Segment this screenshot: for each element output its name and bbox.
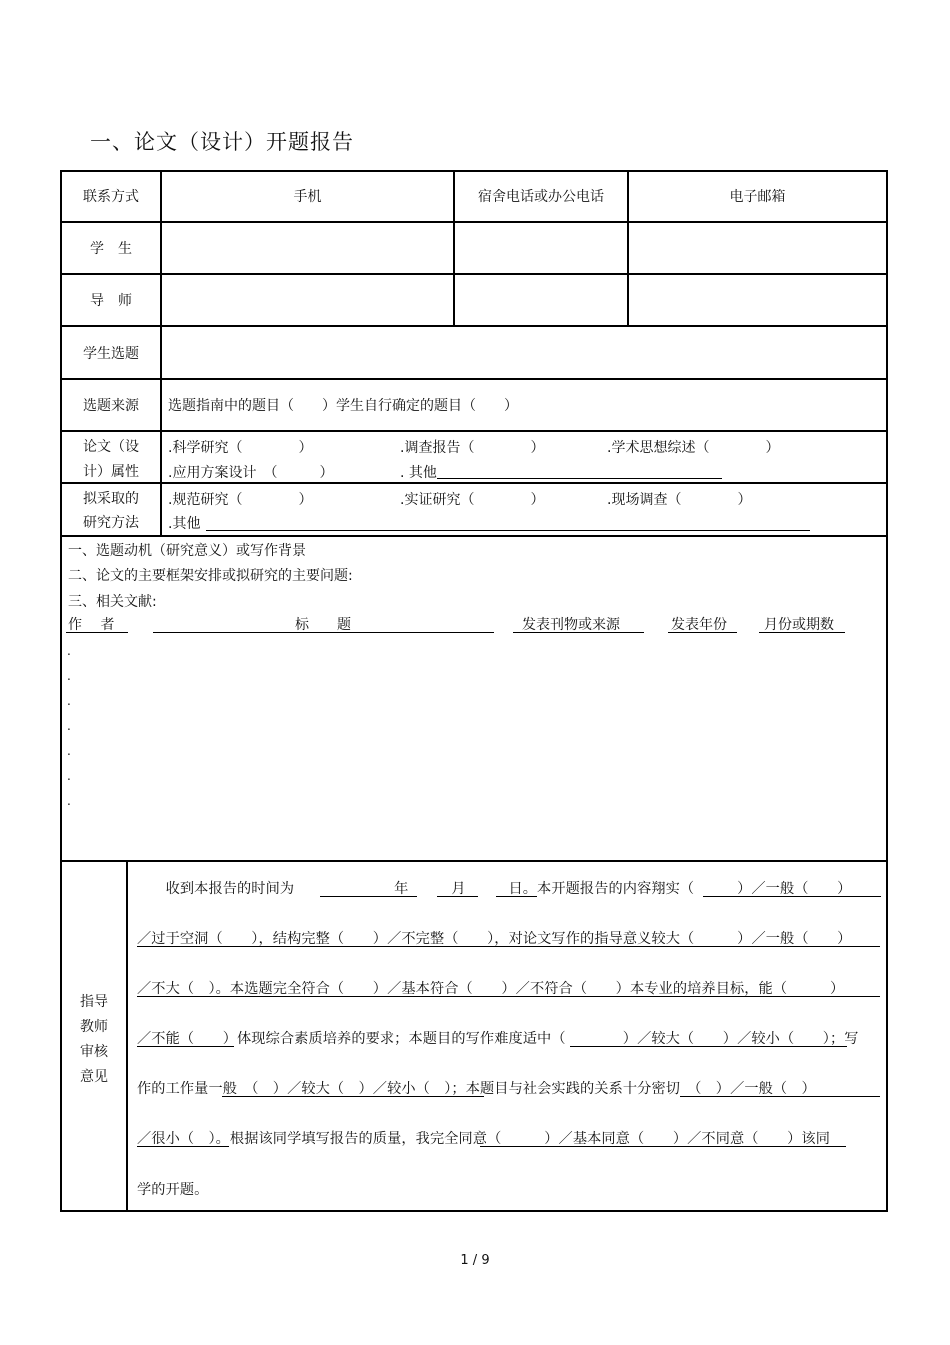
reference-bullet: . bbox=[67, 669, 71, 683]
attr-survey-option: .调查报告（ ） bbox=[400, 440, 545, 456]
review-paragraph-line: 学的开题。 bbox=[137, 1182, 209, 1198]
column-divider bbox=[126, 860, 128, 1212]
advisor-email-cell[interactable] bbox=[630, 276, 885, 324]
review-choice-underline[interactable] bbox=[222, 1096, 484, 1097]
contact-header: 联系方式 bbox=[83, 189, 139, 205]
review-label-4: 意见 bbox=[80, 1069, 108, 1085]
row-divider bbox=[60, 482, 888, 484]
date-month-blank[interactable] bbox=[437, 896, 478, 897]
review-choice-underline[interactable] bbox=[137, 996, 880, 997]
reference-bullet: . bbox=[67, 644, 71, 658]
col-journal-underline bbox=[513, 632, 644, 633]
col-journal: 发表刊物或来源 bbox=[522, 617, 620, 633]
review-paragraph-line: ／不能（ ）体现综合素质培养的要求；本题目的写作难度适中（ ）／较大（ ）／较小（ ）；写 bbox=[137, 1031, 859, 1047]
method-other-underline[interactable] bbox=[206, 530, 810, 531]
attr-other-option: . 其他 bbox=[400, 465, 437, 481]
review-choice-underline[interactable] bbox=[703, 896, 881, 897]
review-choice-underline[interactable] bbox=[137, 1046, 234, 1047]
reference-bullet: . bbox=[67, 694, 71, 708]
student-label: 学 生 bbox=[90, 241, 132, 257]
row-divider bbox=[60, 221, 888, 223]
col-author-underline bbox=[66, 632, 128, 633]
row-divider bbox=[60, 535, 888, 537]
review-paragraph-line: 收到本报告的时间为 年 月 日。本开题报告的内容翔实（ ）／一般（ ） bbox=[137, 881, 852, 897]
method-label-line2: 研究方法 bbox=[83, 515, 139, 531]
attr-applied-option: .应用方案设计 （ ） bbox=[168, 465, 334, 481]
review-paragraph-line: ／不大（ ）。本选题完全符合（ ）／基本符合（ ）／不符合（ ）本专业的培养目标，能（ ） bbox=[137, 981, 845, 997]
attr-other-underline[interactable] bbox=[437, 478, 722, 479]
col-author: 作 者 bbox=[68, 617, 115, 633]
attr-label-line1: 论文（设 bbox=[83, 439, 139, 455]
page-title: 一、论文（设计）开题报告 bbox=[90, 130, 354, 154]
mobile-header: 手机 bbox=[293, 189, 322, 205]
reference-bullet: . bbox=[67, 719, 71, 733]
advisor-mobile-cell[interactable] bbox=[163, 276, 451, 324]
col-issue: 月份或期数 bbox=[764, 617, 834, 633]
page-number: 1 / 9 bbox=[460, 1253, 490, 1268]
review-label-3: 审核 bbox=[80, 1044, 108, 1060]
review-label-1: 指导 bbox=[80, 994, 108, 1010]
review-choice-underline[interactable] bbox=[137, 946, 880, 947]
attr-label-line2: 计）属性 bbox=[83, 464, 139, 480]
student-email-cell[interactable] bbox=[630, 224, 885, 272]
method-label-line1: 拟采取的 bbox=[83, 491, 139, 507]
review-label-2: 教师 bbox=[80, 1019, 108, 1035]
attr-review-option: .学术思想综述（ ） bbox=[607, 440, 780, 456]
topic-cell[interactable] bbox=[163, 328, 885, 377]
reference-bullet: . bbox=[67, 769, 71, 783]
date-day-blank[interactable] bbox=[496, 896, 537, 897]
date-year-blank[interactable] bbox=[320, 896, 417, 897]
section-framework: 二、论文的主要框架安排或拟研究的主要问题: bbox=[68, 568, 353, 584]
dorm-phone-header: 宿舍电话或办公电话 bbox=[478, 189, 604, 205]
reference-bullet: . bbox=[67, 744, 71, 758]
advisor-label: 导 师 bbox=[90, 293, 132, 309]
source-label: 选题来源 bbox=[83, 398, 139, 414]
row-divider bbox=[60, 325, 888, 327]
student-mobile-cell[interactable] bbox=[163, 224, 451, 272]
review-paragraph-line: ／很小（ ）。根据该同学填写报告的质量，我完全同意（ ）／基本同意（ ）／不同意（ ）该同 bbox=[137, 1131, 830, 1147]
col-title-underline bbox=[153, 632, 494, 633]
method-norm-option: .规范研究（ ） bbox=[168, 492, 313, 508]
review-paragraph-line: 作的工作量一般 （ ）／较大（ ）／较小（ ）；本题目与社会实践的关系十分密切 （ ）／一般（ ） bbox=[137, 1081, 816, 1097]
row-divider bbox=[60, 860, 888, 862]
row-divider bbox=[60, 430, 888, 432]
advisor-phone-cell[interactable] bbox=[456, 276, 625, 324]
review-choice-underline[interactable] bbox=[480, 1146, 846, 1147]
student-phone-cell[interactable] bbox=[456, 224, 625, 272]
row-divider bbox=[60, 378, 888, 380]
review-paragraph-line: ／过于空洞（ ），结构完整（ ）／不完整（ ），对论文写作的指导意义较大（ ）／一般（ ） bbox=[137, 931, 852, 947]
col-year: 发表年份 bbox=[671, 617, 727, 633]
section-references: 三、相关文献: bbox=[68, 594, 157, 610]
col-title: 标 题 bbox=[295, 617, 351, 633]
reference-bullet: . bbox=[67, 794, 71, 808]
source-options: 选题指南中的题目（ ）学生自行确定的题目（ ） bbox=[168, 398, 518, 414]
review-choice-underline[interactable] bbox=[570, 1046, 847, 1047]
method-other-option: .其他 bbox=[168, 516, 201, 532]
row-divider bbox=[60, 273, 888, 275]
email-header: 电子邮箱 bbox=[729, 189, 786, 205]
method-field-option: .现场调查（ ） bbox=[607, 492, 752, 508]
review-choice-underline[interactable] bbox=[680, 1096, 880, 1097]
topic-label: 学生选题 bbox=[83, 346, 139, 362]
method-empirical-option: .实证研究（ ） bbox=[400, 492, 545, 508]
review-choice-underline[interactable] bbox=[137, 1146, 229, 1147]
col-year-underline bbox=[668, 632, 737, 633]
col-issue-underline bbox=[759, 632, 845, 633]
attr-science-option: .科学研究（ ） bbox=[168, 440, 313, 456]
column-divider bbox=[160, 170, 162, 536]
section-motivation: 一、选题动机（研究意义）或写作背景 bbox=[68, 543, 306, 559]
